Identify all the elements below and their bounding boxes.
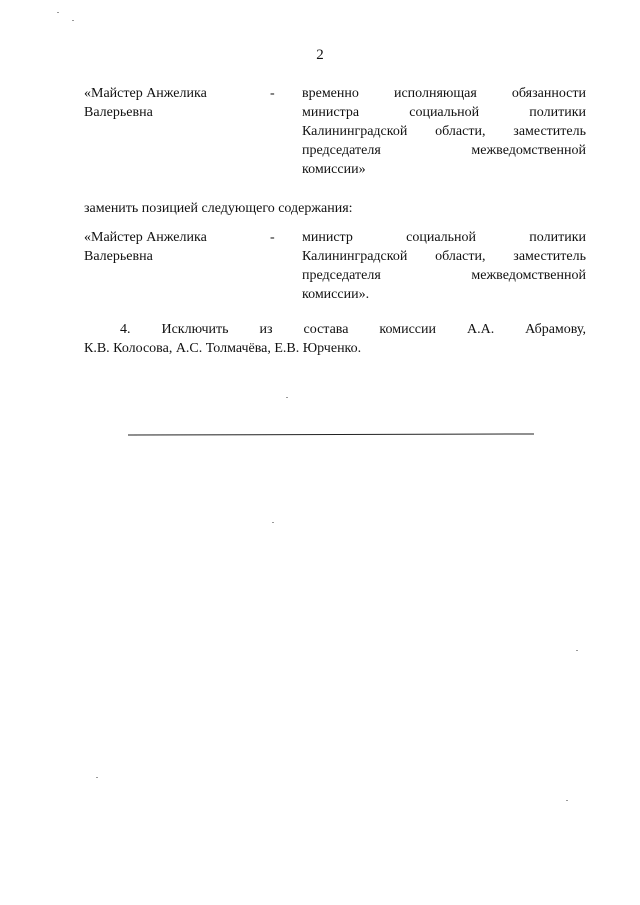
position-line: комиссии» — [302, 162, 366, 177]
scan-speck — [72, 20, 74, 21]
member-name-line: «Майстер Анжелика — [84, 86, 207, 101]
page-number: 2 — [316, 47, 324, 63]
scan-speck — [272, 522, 274, 523]
item-4-line: К.В. Колосова, А.С. Толмачёва, Е.В. Юрченко. — [84, 341, 362, 356]
member-name-line: Валерьевна — [84, 105, 153, 120]
scan-speck — [57, 12, 59, 13]
position-line: временно исполняющая обязанности — [302, 86, 586, 101]
replace-instruction: заменить позицией следующего содержания: — [84, 201, 353, 216]
scan-speck — [566, 800, 568, 801]
position-line: министр социальной политики — [302, 230, 586, 245]
position-line: председателя межведомственной — [302, 143, 586, 158]
member-name-line: «Майстер Анжелика — [84, 230, 207, 245]
position-line: Калининградской области, заместитель — [302, 249, 586, 264]
scan-speck — [96, 777, 98, 778]
member-name — [84, 228, 254, 266]
dash-separator: - — [270, 86, 275, 101]
position-line: председателя межведомственной — [302, 268, 586, 283]
separator-line — [128, 433, 534, 435]
item-4-paragraph — [84, 320, 586, 358]
item-4-line: 4. Исключить из состава комиссии А.А. Абрамову, — [120, 322, 586, 337]
position-line: Калининградской области, заместитель — [302, 124, 586, 139]
member-name-line: Валерьевна — [84, 249, 153, 264]
position-line: комиссии». — [302, 287, 370, 302]
dash-separator: - — [270, 230, 275, 245]
member-position — [302, 84, 586, 179]
scan-speck — [286, 397, 288, 398]
scan-speck — [576, 650, 578, 651]
member-position — [302, 228, 586, 304]
position-line: министра социальной политики — [302, 105, 586, 120]
member-name — [84, 84, 254, 122]
